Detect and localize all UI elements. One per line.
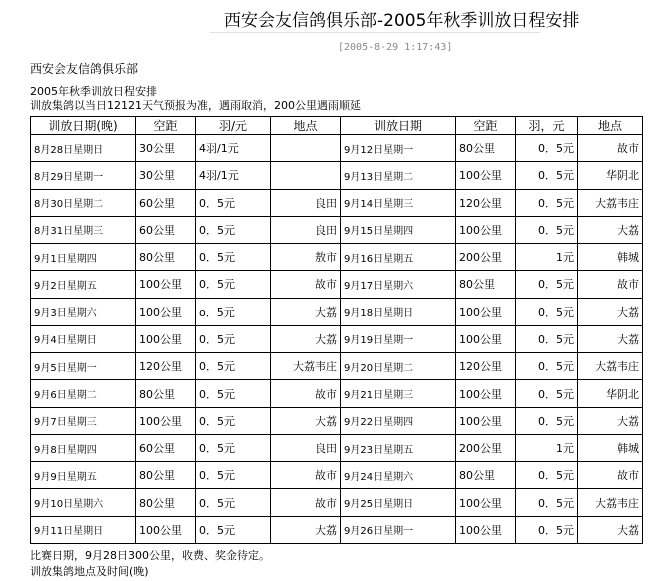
table-row <box>31 353 643 380</box>
cell-date-2: 9月21日星期三 <box>341 380 456 407</box>
cell-date: 9月8日星期四 <box>31 434 136 461</box>
cell-distance-2: 100公里 <box>456 516 516 543</box>
cell-location: 大荔 <box>271 325 341 352</box>
cell-price-2: 0．5元 <box>516 216 578 243</box>
cell-price-2: 0．5元 <box>516 407 578 434</box>
cell-date: 9月2日星期五 <box>31 271 136 298</box>
cell-location: 故市 <box>271 462 341 489</box>
cell-distance-2: 80公里 <box>456 462 516 489</box>
table-row <box>31 189 643 216</box>
cell-distance: 60公里 <box>136 216 196 243</box>
cell-date-2: 9月20日星期二 <box>341 353 456 380</box>
cell-location: 大荔 <box>271 516 341 543</box>
cell-distance-2: 100公里 <box>456 162 516 189</box>
cell-price-2: 0．5元 <box>516 135 578 162</box>
cell-price-2: 0．5元 <box>516 189 578 216</box>
cell-distance: 100公里 <box>136 271 196 298</box>
cell-date-2: 9月24日星期六 <box>341 462 456 489</box>
title-divider <box>210 32 540 33</box>
cell-distance: 80公里 <box>136 244 196 271</box>
cell-location: 故市 <box>271 271 341 298</box>
cell-date: 8月28日星期日 <box>31 135 136 162</box>
cell-price: 4羽/1元 <box>196 162 271 189</box>
cell-location-2: 华阴北 <box>578 162 643 189</box>
cell-location-2: 故市 <box>578 135 643 162</box>
cell-price: 0．5元 <box>196 489 271 516</box>
cell-price-2: 0．5元 <box>516 489 578 516</box>
cell-location: 大荔 <box>271 407 341 434</box>
cell-distance: 80公里 <box>136 380 196 407</box>
cell-location-2: 大荔 <box>578 216 643 243</box>
header-date-2: 训放日期 <box>341 117 456 135</box>
cell-location: 良田 <box>271 216 341 243</box>
table-row <box>31 325 643 352</box>
cell-location-2: 大荔韦庄 <box>578 489 643 516</box>
cell-location-2: 韩城 <box>578 434 643 461</box>
cell-price: o．5元 <box>196 298 271 325</box>
table-row <box>31 462 643 489</box>
table-header-row <box>31 117 643 135</box>
cell-date: 8月31日星期三 <box>31 216 136 243</box>
cell-price-2: 0．5元 <box>516 380 578 407</box>
cell-date: 8月29日星期一 <box>31 162 136 189</box>
cell-location-2: 故市 <box>578 462 643 489</box>
cell-location-2: 大荔韦庄 <box>578 353 643 380</box>
cell-date-2: 9月15日星期四 <box>341 216 456 243</box>
cell-distance: 100公里 <box>136 516 196 543</box>
cell-price: 0．5元 <box>196 353 271 380</box>
cell-location-2: 故市 <box>578 271 643 298</box>
cell-location: 良田 <box>271 434 341 461</box>
table-row <box>31 434 643 461</box>
header-price-2: 羽，元 <box>516 117 578 135</box>
cell-price-2: 0．5元 <box>516 298 578 325</box>
cell-price: 0．5元 <box>196 271 271 298</box>
schedule-notice: 训放集鸽以当日12121天气预报为准，遇雨取消，200公里遇雨顺延 <box>30 99 361 112</box>
table-row <box>31 244 643 271</box>
cell-distance: 120公里 <box>136 353 196 380</box>
cell-date: 9月10日星期六 <box>31 489 136 516</box>
cell-distance: 60公里 <box>136 434 196 461</box>
cell-date: 9月7日星期三 <box>31 407 136 434</box>
cell-price-2: 1元 <box>516 434 578 461</box>
cell-location: 大荔 <box>271 298 341 325</box>
cell-date: 9月11日星期日 <box>31 516 136 543</box>
cell-price: 0．5元 <box>196 216 271 243</box>
cell-price-2: 0．5元 <box>516 516 578 543</box>
table-row <box>31 516 643 543</box>
cell-distance-2: 100公里 <box>456 216 516 243</box>
cell-date-2: 9月17日星期六 <box>341 271 456 298</box>
cell-date: 9月6日星期二 <box>31 380 136 407</box>
cell-price: 0．5元 <box>196 407 271 434</box>
cell-distance-2: 200公里 <box>456 244 516 271</box>
table-row <box>31 298 643 325</box>
cell-distance-2: 100公里 <box>456 298 516 325</box>
gathering-note: 训放集鸽地点及时间(晚) <box>30 565 149 578</box>
table-row <box>31 135 643 162</box>
cell-price: 0．5元 <box>196 325 271 352</box>
cell-distance: 100公里 <box>136 298 196 325</box>
cell-price: 0．5元 <box>196 380 271 407</box>
cell-price: 0．5元 <box>196 516 271 543</box>
cell-distance: 100公里 <box>136 325 196 352</box>
header-date: 训放日期(晚) <box>31 117 136 135</box>
cell-distance-2: 100公里 <box>456 407 516 434</box>
cell-distance-2: 100公里 <box>456 380 516 407</box>
cell-price-2: 0．5元 <box>516 462 578 489</box>
cell-date-2: 9月13日星期二 <box>341 162 456 189</box>
header-distance-2: 空距 <box>456 117 516 135</box>
cell-date-2: 9月14日星期三 <box>341 189 456 216</box>
cell-price-2: 0．5元 <box>516 271 578 298</box>
cell-distance: 30公里 <box>136 135 196 162</box>
cell-date-2: 9月22日星期四 <box>341 407 456 434</box>
header-price: 羽/元 <box>196 117 271 135</box>
cell-location <box>271 162 341 189</box>
cell-location: 敖市 <box>271 244 341 271</box>
cell-distance-2: 120公里 <box>456 189 516 216</box>
cell-location-2: 大荔 <box>578 516 643 543</box>
race-date-note: 比赛日期，9月28日300公里，收费、奖金待定。 <box>30 549 270 562</box>
table-row <box>31 271 643 298</box>
cell-distance-2: 120公里 <box>456 353 516 380</box>
cell-date-2: 9月12日星期一 <box>341 135 456 162</box>
cell-price-2: 0．5元 <box>516 325 578 352</box>
cell-distance: 80公里 <box>136 489 196 516</box>
cell-date: 9月4日星期日 <box>31 325 136 352</box>
cell-location-2: 大荔 <box>578 325 643 352</box>
cell-distance-2: 80公里 <box>456 135 516 162</box>
header-location: 地点 <box>271 117 341 135</box>
cell-distance-2: 200公里 <box>456 434 516 461</box>
header-location-2: 地点 <box>578 117 643 135</box>
cell-location-2: 韩城 <box>578 244 643 271</box>
cell-price-2: 1元 <box>516 244 578 271</box>
schedule-body <box>31 135 643 544</box>
cell-date-2: 9月16日星期五 <box>341 244 456 271</box>
cell-distance: 30公里 <box>136 162 196 189</box>
cell-distance-2: 100公里 <box>456 325 516 352</box>
cell-distance-2: 100公里 <box>456 489 516 516</box>
cell-price: 4羽/1元 <box>196 135 271 162</box>
cell-location-2: 大荔韦庄 <box>578 189 643 216</box>
cell-price: 0．5元 <box>196 244 271 271</box>
club-name: 西安会友信鸽俱乐部 <box>30 62 139 76</box>
schedule-table <box>30 116 643 544</box>
table-row <box>31 407 643 434</box>
cell-distance-2: 80公里 <box>456 271 516 298</box>
cell-date: 8月30日星期二 <box>31 189 136 216</box>
page-title: 西安会友信鸽俱乐部-2005年秋季训放日程安排 <box>224 11 580 31</box>
cell-date-2: 9月26日星期一 <box>341 516 456 543</box>
cell-location-2: 华阴北 <box>578 380 643 407</box>
cell-location: 大荔韦庄 <box>271 353 341 380</box>
cell-price: 0．5元 <box>196 462 271 489</box>
cell-date-2: 9月23日星期五 <box>341 434 456 461</box>
cell-date: 9月3日星期六 <box>31 298 136 325</box>
cell-date-2: 9月25日星期日 <box>341 489 456 516</box>
cell-location-2: 大荔 <box>578 407 643 434</box>
cell-location: 故市 <box>271 489 341 516</box>
cell-distance: 80公里 <box>136 462 196 489</box>
table-row <box>31 162 643 189</box>
cell-location-2: 大荔 <box>578 298 643 325</box>
schedule-subtitle: 2005年秋季训放日程安排 <box>30 85 157 98</box>
cell-date: 9月5日星期一 <box>31 353 136 380</box>
cell-date-2: 9月18日星期日 <box>341 298 456 325</box>
cell-date: 9月9日星期五 <box>31 462 136 489</box>
cell-price-2: 0．5元 <box>516 353 578 380</box>
cell-location: 良田 <box>271 189 341 216</box>
table-row <box>31 489 643 516</box>
cell-date: 9月1日星期四 <box>31 244 136 271</box>
table-row <box>31 216 643 243</box>
header-distance: 空距 <box>136 117 196 135</box>
cell-distance: 60公里 <box>136 189 196 216</box>
cell-price: 0．5元 <box>196 189 271 216</box>
cell-price-2: 0．5元 <box>516 162 578 189</box>
table-row <box>31 380 643 407</box>
cell-distance: 100公里 <box>136 407 196 434</box>
cell-date-2: 9月19日星期一 <box>341 325 456 352</box>
cell-location <box>271 135 341 162</box>
cell-price: 0．5元 <box>196 434 271 461</box>
post-timestamp: [2005-8-29 1:17:43] <box>338 42 453 53</box>
cell-location: 故市 <box>271 380 341 407</box>
